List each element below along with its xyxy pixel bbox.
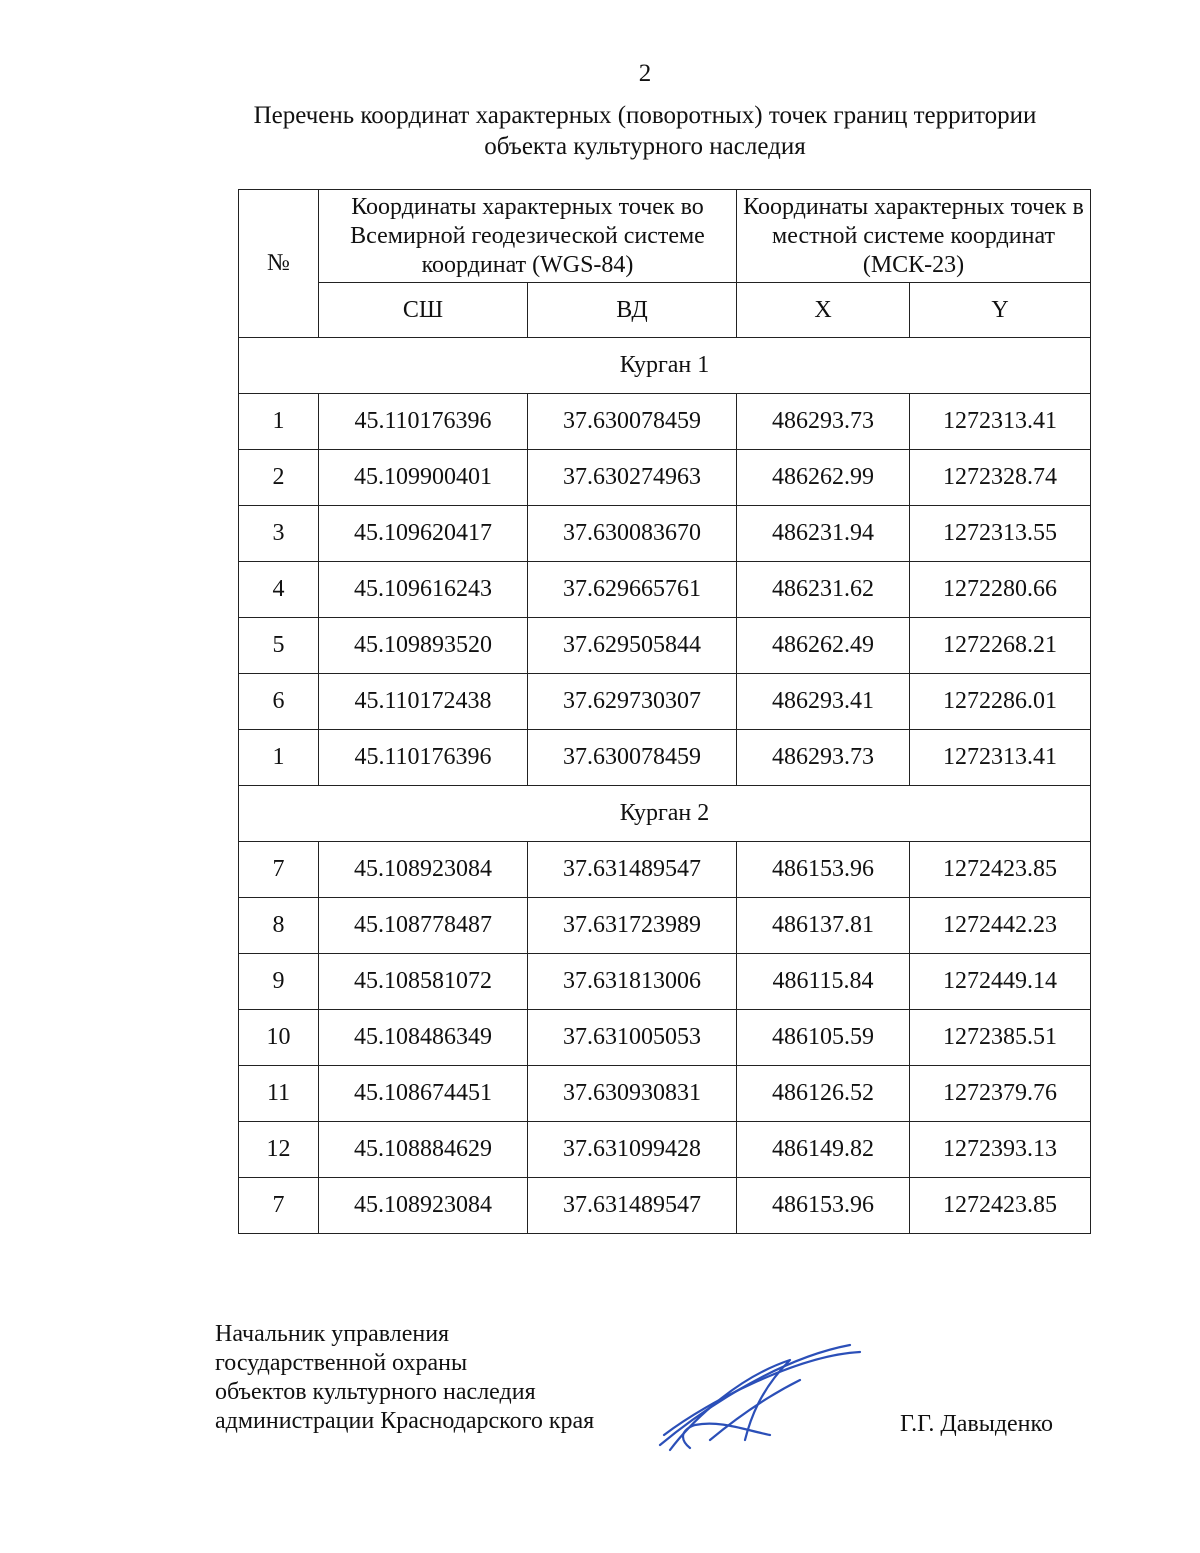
y-cell: 1272313.41 [910, 394, 1091, 450]
longitude-cell: 37.631489547 [528, 1178, 737, 1234]
table-row [239, 1122, 1091, 1178]
x-cell: 486153.96 [737, 842, 910, 898]
latitude-cell: 45.108778487 [319, 898, 528, 954]
point-number: 2 [239, 450, 319, 506]
signatory-position-line: государственной охраны [215, 1350, 468, 1376]
latitude-cell: 45.108923084 [319, 1178, 528, 1234]
latitude-cell: 45.108486349 [319, 1010, 528, 1066]
x-cell: 486231.94 [737, 506, 910, 562]
longitude-cell: 37.630274963 [528, 450, 737, 506]
latitude-cell: 45.108923084 [319, 842, 528, 898]
x-cell: 486126.52 [737, 1066, 910, 1122]
header-wgs84-group: Координаты характерных точек во Всемирной геодезической системе координат (WGS-84) [319, 190, 737, 283]
x-cell: 486231.62 [737, 562, 910, 618]
x-cell: 486262.49 [737, 618, 910, 674]
y-cell: 1272313.41 [910, 730, 1091, 786]
x-cell: 486105.59 [737, 1010, 910, 1066]
point-number: 8 [239, 898, 319, 954]
table-row [239, 730, 1091, 786]
header-number: № [239, 190, 319, 338]
longitude-cell: 37.630083670 [528, 506, 737, 562]
coordinates-table [238, 189, 1091, 1234]
longitude-cell: 37.629730307 [528, 674, 737, 730]
x-cell: 486115.84 [737, 954, 910, 1010]
x-cell: 486149.82 [737, 1122, 910, 1178]
longitude-cell: 37.630078459 [528, 394, 737, 450]
x-cell: 486262.99 [737, 450, 910, 506]
point-number: 4 [239, 562, 319, 618]
latitude-cell: 45.108581072 [319, 954, 528, 1010]
point-number: 11 [239, 1066, 319, 1122]
section-row [239, 786, 1091, 842]
y-cell: 1272449.14 [910, 954, 1091, 1010]
point-number: 1 [239, 730, 319, 786]
longitude-cell: 37.629665761 [528, 562, 737, 618]
longitude-cell: 37.631813006 [528, 954, 737, 1010]
latitude-cell: 45.109620417 [319, 506, 528, 562]
y-cell: 1272268.21 [910, 618, 1091, 674]
point-number: 6 [239, 674, 319, 730]
signatory-position-line: Начальник управления [215, 1321, 450, 1347]
point-number: 12 [239, 1122, 319, 1178]
latitude-cell: 45.110176396 [319, 394, 528, 450]
y-cell: 1272385.51 [910, 1010, 1091, 1066]
x-cell: 486153.96 [737, 1178, 910, 1234]
point-number: 1 [239, 394, 319, 450]
table-row [239, 394, 1091, 450]
table-row [239, 562, 1091, 618]
signatory-position-line: администрации Краснодарского края [215, 1408, 595, 1434]
point-number: 9 [239, 954, 319, 1010]
document-title [190, 100, 1100, 162]
table-row [239, 954, 1091, 1010]
document-title-line-1: Перечень координат характерных (поворотных) точек границ территории [253, 102, 1037, 129]
point-number: 7 [239, 1178, 319, 1234]
signatory-position [215, 1320, 594, 1436]
header-x: X [737, 283, 910, 338]
x-cell: 486137.81 [737, 898, 910, 954]
longitude-cell: 37.631489547 [528, 842, 737, 898]
latitude-cell: 45.108884629 [319, 1122, 528, 1178]
x-cell: 486293.41 [737, 674, 910, 730]
header-msk23-group: Координаты характерных точек в местной системе координат (МСК-23) [737, 190, 1091, 283]
section-title: Курган 2 [239, 786, 1091, 842]
x-cell: 486293.73 [737, 730, 910, 786]
header-latitude: СШ [319, 283, 528, 338]
table-row [239, 1066, 1091, 1122]
longitude-cell: 37.631099428 [528, 1122, 737, 1178]
section-title: Курган 1 [239, 338, 1091, 394]
latitude-cell: 45.109893520 [319, 618, 528, 674]
y-cell: 1272423.85 [910, 1178, 1091, 1234]
y-cell: 1272442.23 [910, 898, 1091, 954]
header-longitude: ВД [528, 283, 737, 338]
latitude-cell: 45.109616243 [319, 562, 528, 618]
table-row [239, 674, 1091, 730]
latitude-cell: 45.110176396 [319, 730, 528, 786]
latitude-cell: 45.109900401 [319, 450, 528, 506]
page-number: 2 [638, 60, 652, 87]
point-number: 7 [239, 842, 319, 898]
longitude-cell: 37.631005053 [528, 1010, 737, 1066]
y-cell: 1272379.76 [910, 1066, 1091, 1122]
signatory-position-line: объектов культурного наследия [215, 1379, 536, 1405]
coordinates-table-body [239, 338, 1091, 1234]
header-y: Y [910, 283, 1091, 338]
point-number: 3 [239, 506, 319, 562]
y-cell: 1272393.13 [910, 1122, 1091, 1178]
longitude-cell: 37.630078459 [528, 730, 737, 786]
y-cell: 1272280.66 [910, 562, 1091, 618]
table-row [239, 898, 1091, 954]
y-cell: 1272423.85 [910, 842, 1091, 898]
longitude-cell: 37.630930831 [528, 1066, 737, 1122]
signatory-name: Г.Г. Давыденко [900, 1411, 1053, 1437]
table-row [239, 618, 1091, 674]
y-cell: 1272286.01 [910, 674, 1091, 730]
handwritten-signature [650, 1340, 870, 1460]
table-row [239, 842, 1091, 898]
longitude-cell: 37.629505844 [528, 618, 737, 674]
y-cell: 1272328.74 [910, 450, 1091, 506]
table-row [239, 1178, 1091, 1234]
table-row [239, 506, 1091, 562]
section-row [239, 338, 1091, 394]
document-title-line-2: объекта культурного наследия [484, 133, 806, 160]
longitude-cell: 37.631723989 [528, 898, 737, 954]
table-row [239, 1010, 1091, 1066]
table-row [239, 450, 1091, 506]
x-cell: 486293.73 [737, 394, 910, 450]
latitude-cell: 45.108674451 [319, 1066, 528, 1122]
point-number: 5 [239, 618, 319, 674]
latitude-cell: 45.110172438 [319, 674, 528, 730]
y-cell: 1272313.55 [910, 506, 1091, 562]
point-number: 10 [239, 1010, 319, 1066]
